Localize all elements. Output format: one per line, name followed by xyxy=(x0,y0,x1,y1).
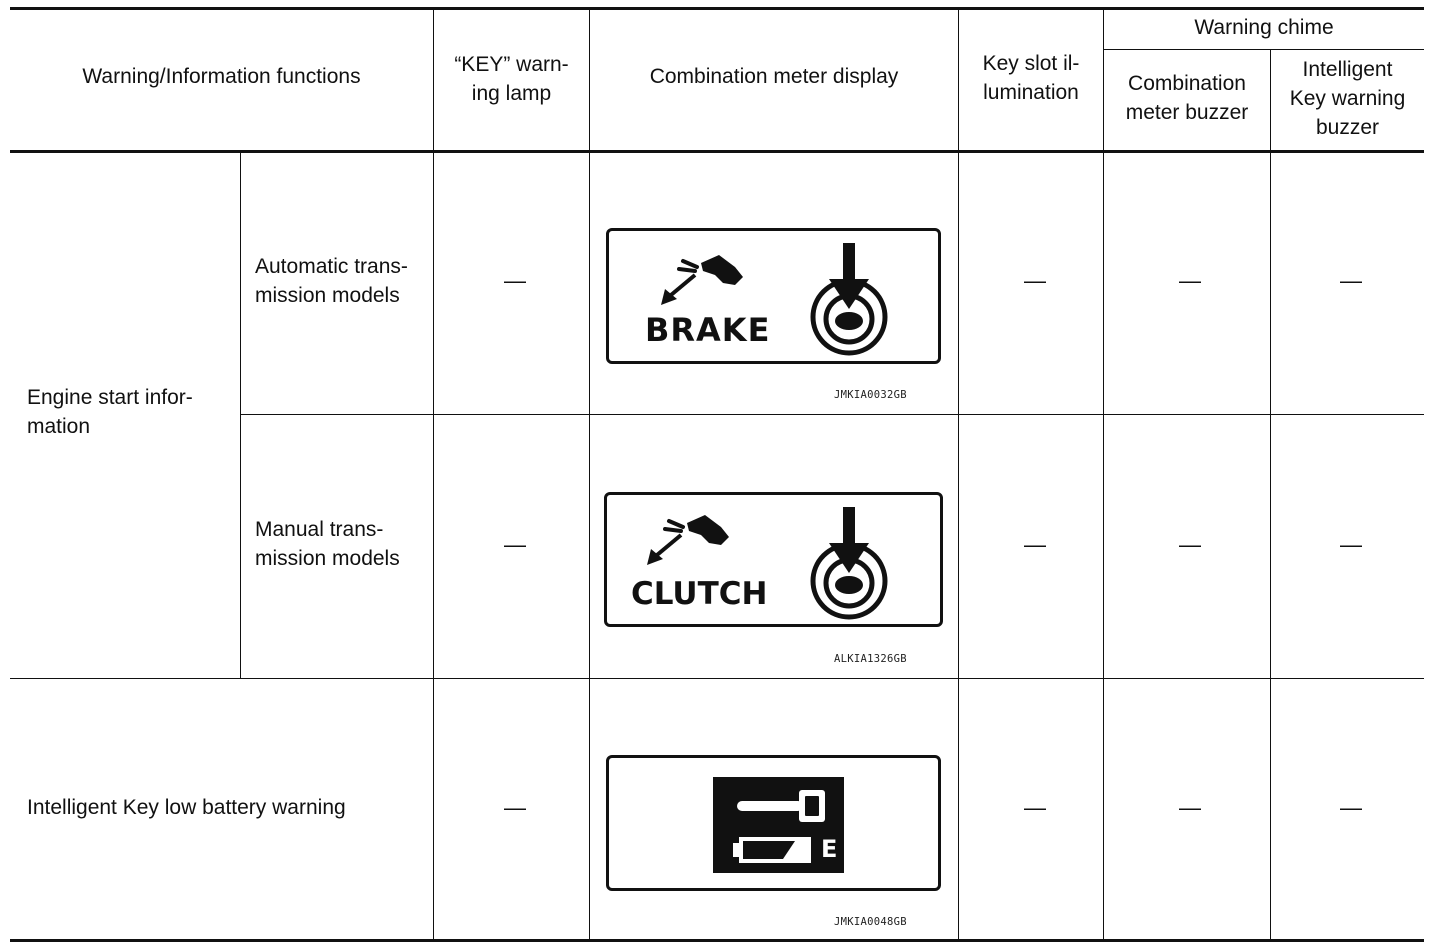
table-top-border xyxy=(10,7,1424,10)
col-divider-warning-chime xyxy=(1103,8,1104,941)
hand-pressing-pedal-icon xyxy=(649,249,749,311)
header-combination-meter-display: Combination meter display xyxy=(649,65,899,88)
manual-label-line2: mission models xyxy=(255,547,400,570)
brake-figure-code: JMKIA0032GB xyxy=(834,389,907,401)
header-warning-chime: Warning chime xyxy=(1194,16,1334,39)
low-battery-display-panel xyxy=(606,755,941,891)
automatic-transmission-label xyxy=(255,252,433,310)
col-divider-meter-display xyxy=(589,8,590,941)
automatic-key-slot-value: — xyxy=(1024,268,1046,293)
header-key-slot-line1: Key slot il- xyxy=(982,52,1080,75)
col-divider-key-slot xyxy=(958,8,959,941)
col-divider-buzzers xyxy=(1270,49,1271,941)
clutch-display-panel xyxy=(604,492,943,627)
low-battery-warning-label: Intelligent Key low battery warning xyxy=(27,796,346,819)
battery-level-letter: E xyxy=(821,835,838,863)
engine-start-line2: mation xyxy=(27,415,91,438)
key-icon xyxy=(733,787,833,825)
push-button-start-icon xyxy=(807,503,891,621)
engine-start-line1: Engine start infor- xyxy=(27,386,193,409)
header-bottom-border xyxy=(10,150,1424,153)
header-cmb-line1: Combination xyxy=(1128,72,1246,95)
clutch-display-text: CLUTCH xyxy=(631,576,768,612)
header-ikwb-line2: Key warning xyxy=(1289,87,1406,110)
battery-icon xyxy=(733,835,817,865)
automatic-label-line2: mission models xyxy=(255,284,400,307)
row-divider-automatic-manual xyxy=(240,414,1424,415)
manual-key-warning-lamp-value: — xyxy=(504,532,526,557)
automatic-meter-buzzer-value: — xyxy=(1179,268,1201,293)
manual-label-line1: Manual trans- xyxy=(255,518,384,541)
header-key-slot-illumination xyxy=(959,49,1103,107)
clutch-figure-code: ALKIA1326GB xyxy=(834,653,907,665)
header-cmb-line2: meter buzzer xyxy=(1125,101,1249,124)
manual-meter-buzzer-value: — xyxy=(1179,532,1201,557)
manual-key-slot-value: — xyxy=(1024,532,1046,557)
header-warning-info-functions: Warning/Information functions xyxy=(82,65,361,88)
header-intelligent-key-warning-buzzer xyxy=(1271,55,1424,142)
header-key-warning-lamp-line2: ing lamp xyxy=(471,82,552,105)
row-divider-engine-low-battery xyxy=(10,678,1424,679)
header-ikwb-line3: buzzer xyxy=(1315,116,1380,139)
header-key-warning-lamp-line1: “KEY” warn- xyxy=(454,53,569,76)
key-low-battery-icon xyxy=(713,777,844,873)
table-bottom-border xyxy=(10,939,1424,942)
engine-start-information-label xyxy=(27,383,237,441)
hand-pressing-pedal-icon xyxy=(635,509,735,571)
header-key-warning-lamp xyxy=(434,50,589,108)
push-button-start-icon xyxy=(807,239,891,357)
header-ikwb-line1: Intelligent xyxy=(1302,58,1393,81)
manual-transmission-label xyxy=(255,515,433,573)
header-key-slot-line2: lumination xyxy=(983,81,1079,104)
automatic-key-buzzer-value: — xyxy=(1340,268,1362,293)
low-battery-key-slot-value: — xyxy=(1024,795,1046,820)
low-battery-figure-code: JMKIA0048GB xyxy=(834,916,907,928)
brake-display-text: BRAKE xyxy=(645,311,771,349)
low-battery-meter-buzzer-value: — xyxy=(1179,795,1201,820)
header-combination-meter-buzzer xyxy=(1104,69,1270,127)
col-divider-key-lamp xyxy=(433,8,434,941)
warning-chime-divider xyxy=(1103,49,1424,50)
automatic-key-warning-lamp-value: — xyxy=(504,268,526,293)
col-divider-sub-label xyxy=(240,152,241,678)
brake-display-panel xyxy=(606,228,941,364)
low-battery-key-warning-lamp-value: — xyxy=(504,795,526,820)
manual-key-buzzer-value: — xyxy=(1340,532,1362,557)
automatic-label-line1: Automatic trans- xyxy=(255,255,408,278)
low-battery-key-buzzer-value: — xyxy=(1340,795,1362,820)
